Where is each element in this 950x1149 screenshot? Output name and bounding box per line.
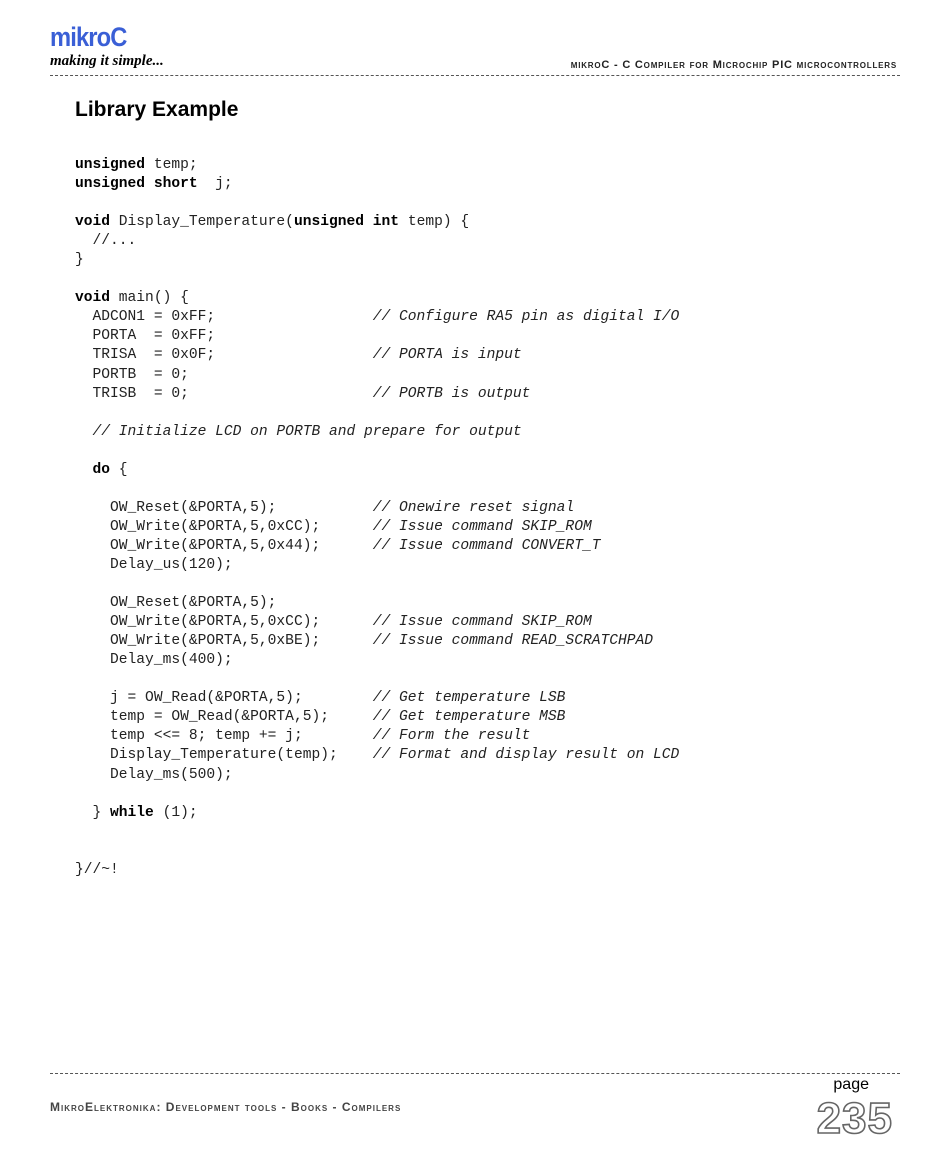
code-keyword: int xyxy=(372,214,400,231)
code-line xyxy=(75,309,679,325)
code-keyword: while xyxy=(110,804,154,821)
section-title: Library Example xyxy=(75,98,239,121)
code-text xyxy=(75,424,93,440)
code-text: main() { xyxy=(110,290,189,307)
code-text: { xyxy=(110,461,128,478)
code-line xyxy=(75,690,565,706)
code-comment: // Get temperature MSB xyxy=(372,709,566,726)
code-text: PORTA = 0xFF; xyxy=(75,328,216,345)
code-line xyxy=(75,728,530,744)
code-text: j = OW_Read(&PORTA,5); xyxy=(75,690,373,707)
code-line xyxy=(75,386,530,402)
code-line xyxy=(75,367,189,383)
code-line xyxy=(75,709,565,725)
code-comment: // PORTA is input xyxy=(372,347,522,364)
page-label: page xyxy=(833,1076,869,1093)
code-keyword: short xyxy=(153,176,198,193)
code-line xyxy=(75,157,198,173)
code-text: temp) { xyxy=(399,214,470,231)
code-keyword: void xyxy=(75,290,111,307)
code-text: temp <<= 8; temp += j; xyxy=(75,728,373,745)
code-keyword: unsigned xyxy=(75,176,146,193)
code-text: }//~! xyxy=(75,861,119,878)
code-line xyxy=(75,747,679,763)
code-text: Display_Temperature(temp); xyxy=(75,747,373,764)
code-text: ADCON1 = 0xFF; xyxy=(75,309,373,326)
code-text xyxy=(75,462,93,478)
code-text: Delay_ms(400); xyxy=(75,652,233,669)
code-text: OW_Write(&PORTA,5,0xBE); xyxy=(75,633,373,650)
code-line xyxy=(75,538,600,554)
code-comment: // PORTB is output xyxy=(372,385,531,402)
code-comment: // Get temperature LSB xyxy=(372,690,566,707)
header-title-rest: - C Compiler for Microchip PIC microcontrollers xyxy=(610,59,897,71)
footer-text: MikroElektronika: Development tools - Books - Compilers xyxy=(50,1100,402,1114)
code-text xyxy=(364,214,373,230)
code-text: OW_Write(&PORTA,5,0x44); xyxy=(75,537,373,554)
code-text: PORTB = 0; xyxy=(75,366,189,383)
code-line xyxy=(75,633,653,649)
code-line xyxy=(75,252,84,268)
page-number: 235 xyxy=(816,1094,893,1143)
code-comment: // Format and display result on LCD xyxy=(372,747,680,764)
code-line xyxy=(75,519,592,535)
logo: mikroC xyxy=(50,22,127,52)
footer-divider xyxy=(50,1073,900,1074)
code-text: temp; xyxy=(145,157,198,173)
code-line xyxy=(75,557,233,573)
code-comment: // Issue command CONVERT_T xyxy=(372,537,601,554)
code-comment: // Issue command SKIP_ROM xyxy=(372,614,592,631)
code-line xyxy=(75,652,233,668)
code-line xyxy=(75,214,469,230)
code-text: TRISB = 0; xyxy=(75,385,373,402)
code-keyword: unsigned xyxy=(75,157,146,173)
code-comment: // Form the result xyxy=(372,728,531,745)
code-text: OW_Reset(&PORTA,5); xyxy=(75,499,373,516)
code-text: Delay_ms(500); xyxy=(75,766,233,783)
code-text: (1); xyxy=(153,804,198,821)
code-line xyxy=(75,328,215,344)
code-keyword: void xyxy=(75,214,111,231)
header-divider xyxy=(50,75,900,76)
code-text: //... xyxy=(75,233,137,250)
code-comment: // Initialize LCD on PORTB and prepare for output xyxy=(92,423,522,440)
code-line xyxy=(75,233,136,249)
code-line xyxy=(75,595,276,611)
tagline: making it simple... xyxy=(50,53,164,69)
code-line xyxy=(75,290,189,306)
code-line xyxy=(75,805,198,821)
code-line xyxy=(75,614,592,630)
code-text: j; xyxy=(197,176,233,193)
code-comment: // Issue command SKIP_ROM xyxy=(372,518,592,535)
code-text xyxy=(145,176,154,192)
code-line xyxy=(75,424,522,440)
code-line xyxy=(75,462,128,478)
code-text: OW_Reset(&PORTA,5); xyxy=(75,595,277,612)
code-text: OW_Write(&PORTA,5,0xCC); xyxy=(75,614,373,631)
code-text: temp = OW_Read(&PORTA,5); xyxy=(75,709,373,726)
code-comment: // Onewire reset signal xyxy=(372,499,575,516)
code-line xyxy=(75,347,522,363)
code-comment: // Issue command READ_SCRATCHPAD xyxy=(372,633,654,650)
code-text: Delay_us(120); xyxy=(75,556,233,573)
header-title xyxy=(571,59,897,71)
code-listing xyxy=(75,156,679,880)
code-text: Display_Temperature( xyxy=(110,214,294,231)
code-keyword: do xyxy=(92,461,111,478)
header-title-brand: mikroC xyxy=(570,59,611,71)
code-text: } xyxy=(75,252,84,269)
code-text: TRISA = 0x0F; xyxy=(75,347,373,364)
code-keyword: unsigned xyxy=(293,214,365,231)
code-comment: // Configure RA5 pin as digital I/O xyxy=(372,309,680,326)
code-line xyxy=(75,862,119,878)
code-line xyxy=(75,500,574,516)
code-line xyxy=(75,767,233,783)
code-line xyxy=(75,176,233,192)
code-text: } xyxy=(75,804,111,821)
code-text: OW_Write(&PORTA,5,0xCC); xyxy=(75,518,373,535)
